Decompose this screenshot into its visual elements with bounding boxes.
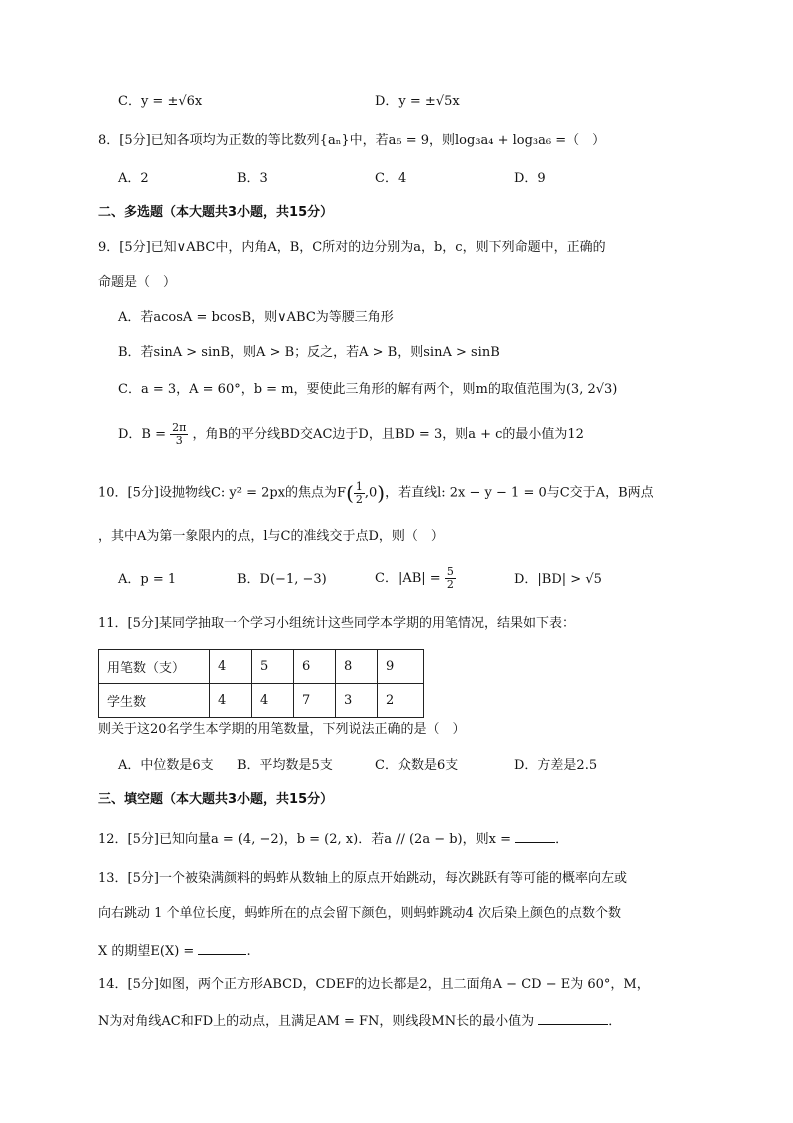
fraction-denominator: 2: [355, 492, 363, 506]
fraction-numerator: 5: [446, 565, 454, 578]
q11-after-table: 则关于这20名学生本学期的用笔数量，下列说法正确的是（ ）: [98, 722, 466, 737]
q11-option-d: D．方差是2.5: [514, 758, 598, 773]
q9-option-d-fraction: [170, 422, 188, 447]
q12-end: ．: [555, 832, 569, 847]
table-row-header: 学生数: [99, 684, 210, 718]
q10-option-c-prefix: C．|AB| =: [375, 571, 441, 586]
q11-option-c: C．众数是6支: [375, 758, 459, 773]
table-row-header: 用笔数（支）: [99, 650, 210, 684]
q9-option-d: [118, 420, 584, 450]
table-cell: 8: [336, 650, 378, 684]
q10-option-a: A．p = 1: [118, 572, 177, 587]
q8-option-c: C．4: [375, 171, 407, 186]
q9-option-b: B．若sinA > sinB，则A > B；反之，若A > B，则sinA > sinB: [118, 345, 500, 360]
table-cell: 3: [336, 684, 378, 718]
pen-usage-table: [98, 649, 424, 718]
q14-line2-text: N为对角线AC和FD上的动点，且满足AM = FN，则线段MN长的最小值为: [98, 1014, 535, 1029]
q10-focus-fraction: [354, 481, 365, 506]
q9-stem-line2: 命题是（ ）: [98, 275, 177, 290]
q12-line: [98, 828, 568, 850]
q13-line3: [98, 940, 251, 962]
fraction-numerator: 2π: [172, 421, 187, 434]
fraction-numerator: 1: [355, 479, 363, 493]
answer-blank[interactable]: [198, 940, 246, 955]
left-paren: (: [346, 481, 354, 505]
fraction-denominator: 2: [446, 578, 454, 591]
q13-line2: 向右跳动 1 个单位长度，蚂蚱所在的点会留下颜色，则蚂蚱跳动4 次后染上颜色的点数个数: [98, 906, 621, 921]
table-cell: 9: [378, 650, 424, 684]
q10-option-d: D．|BD| > √5: [514, 572, 602, 587]
fraction-denominator: 3: [175, 434, 183, 447]
right-paren: ): [377, 481, 386, 505]
table-cell: 4: [252, 684, 294, 718]
q13-line1: 13．[5分]一个被染满颜料的蚂蚱从数轴上的原点开始跳动，每次跳跃有等可能的概率向左或: [98, 871, 627, 886]
section-header-fill-in: 三、填空题（本大题共3小题，共15分）: [98, 792, 334, 807]
table-row: [99, 684, 424, 718]
answer-blank[interactable]: [515, 828, 555, 843]
table-cell: 4: [210, 684, 252, 718]
q10-stem-part1: 10．[5分]设抛物线C: y² = 2px的焦点为F: [98, 485, 347, 501]
answer-blank[interactable]: [538, 1010, 608, 1025]
q11-option-a: A．中位数是6支: [118, 758, 214, 773]
q8-option-b: B．3: [237, 171, 268, 186]
table-cell: 6: [294, 650, 336, 684]
q10-stem-part3: ，若直线l: 2x − y − 1 = 0与C交于A，B两点: [385, 485, 654, 501]
q8-option-d: D．9: [514, 171, 546, 186]
q12-stem: 12．[5分]已知向量a = (4, −2)，b = (2, x)．若a // (2a − b)，则x =: [98, 832, 511, 847]
q7-option-d: D．y = ±√5x: [375, 94, 460, 109]
q8-option-a: A．2: [118, 171, 149, 186]
table-cell: 7: [294, 684, 336, 718]
q7-option-c: C．y = ±√6x: [118, 94, 203, 109]
q10-option-c: [375, 564, 456, 594]
table-cell: 4: [210, 650, 252, 684]
q9-option-d-suffix: ，角B的平分线BD交AC边于D，且BD = 3，则a + c的最小值为12: [192, 427, 584, 442]
q14-line2: [98, 1010, 621, 1032]
q9-option-c: C．a = 3，A = 60°，b = m，要使此三角形的解有两个，则m的取值范围为(3, 2√3): [118, 382, 618, 397]
q9-option-a: A．若acosA = bcosB，则∨ABC为等腰三角形: [118, 310, 394, 325]
q9-option-d-prefix: D．B =: [118, 427, 167, 442]
q14-line1: 14．[5分]如图，两个正方形ABCD，CDEF的边长都是2，且二面角A − CD − E为 60°，M，: [98, 977, 650, 992]
table-row: [99, 650, 424, 684]
q10-stem-part2: ,0: [364, 485, 378, 501]
q10-option-c-fraction: [445, 566, 456, 591]
q11-stem: 11．[5分]某同学抽取一个学习小组统计这些同学本学期的用笔情况，结果如下表：: [98, 616, 575, 631]
q11-option-b: B．平均数是5支: [237, 758, 333, 773]
section-header-multiple-choice: 二、多选题（本大题共3小题，共15分）: [98, 205, 334, 220]
q10-stem-line2: ，其中A为第一象限内的点，l与C的准线交于点D，则（ ）: [98, 529, 444, 544]
q10-stem-line1: [98, 478, 654, 509]
q13-end: .: [246, 944, 251, 959]
q9-stem-line1: 9．[5分]已知∨ABC中，内角A，B，C所对的边分别为a，b，c，则下列命题中，正确的: [98, 240, 606, 255]
q10-option-b: B．D(−1, −3): [237, 572, 327, 587]
table-cell: 5: [252, 650, 294, 684]
q14-end: ．: [608, 1014, 622, 1029]
table-cell: 2: [378, 684, 424, 718]
q8-stem: 8．[5分]已知各项均为正数的等比数列{aₙ}中，若a₅ = 9，则log₃a₄ + log₃a₆ =（ ）: [98, 133, 606, 148]
q13-line3-text: X 的期望E(X) =: [98, 944, 195, 959]
